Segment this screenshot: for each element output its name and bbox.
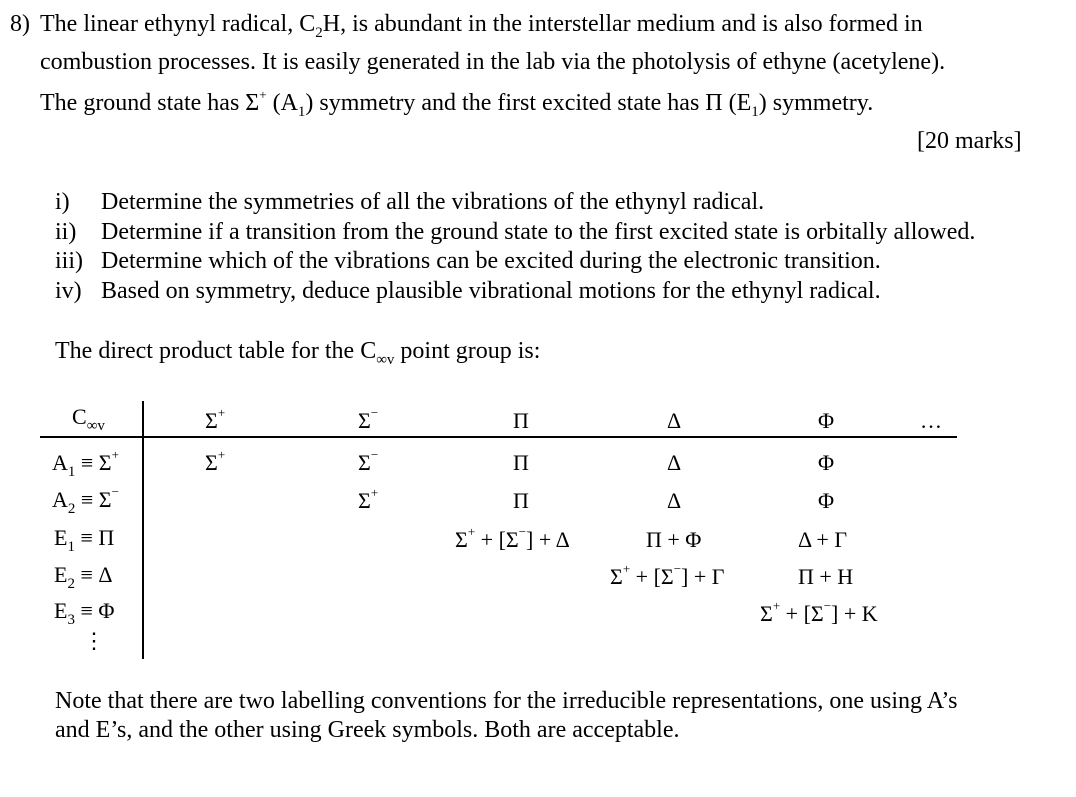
q3-c: ) symmetry and the first excited state has Π (E — [305, 90, 752, 116]
product-cell: Δ — [667, 450, 682, 475]
note-line-1: Note that there are two labelling conventions for the irreducible representations, one using A’s — [55, 688, 958, 714]
corner-c: C — [72, 404, 87, 429]
product-cell — [358, 485, 379, 514]
subscript: 2 — [315, 25, 323, 41]
product-cell: Π + H — [798, 564, 854, 589]
superscript: + — [772, 598, 781, 613]
header-ellipsis: … — [920, 408, 942, 433]
superscript: + — [217, 405, 226, 420]
row-label-eq: ≡ Δ — [74, 562, 113, 587]
superscript: − — [823, 598, 832, 613]
sum-mid: + [Σ — [475, 527, 519, 552]
product-cell: Π + Φ — [646, 527, 702, 552]
cell-sigma: Σ — [358, 488, 371, 513]
subscript: ∞v — [376, 352, 395, 368]
row-label — [54, 525, 115, 555]
superscript: − — [370, 447, 379, 462]
table-header-divider — [40, 436, 957, 438]
part-number: ii) — [55, 219, 77, 245]
question-number: 8) — [10, 11, 30, 37]
row-ellipsis: ⋮ — [83, 628, 105, 653]
sum-end: ] + — [831, 601, 862, 626]
table-row-divider — [142, 401, 144, 659]
product-cell: Φ — [818, 450, 835, 475]
product-cell — [205, 447, 226, 476]
product-cell: Δ — [667, 488, 682, 513]
sum-sigma: Σ — [455, 527, 468, 552]
part-number: i) — [55, 189, 70, 215]
header-cell: Π — [513, 408, 529, 433]
row-label-letter: E — [54, 562, 68, 587]
row-label-eq: ≡ Π — [74, 525, 115, 550]
part-text: Based on symmetry, deduce plausible vibrational motions for the ethynyl radical. — [101, 278, 881, 304]
note-line-2: and E’s, and the other using Greek symbols. Both are acceptable. — [55, 717, 680, 743]
cell-sigma: Σ — [358, 450, 371, 475]
part-text: Determine which of the vibrations can be excited during the electronic transition. — [101, 248, 881, 274]
question-line-2: combustion processes. It is easily generated in the lab via the photolysis of ethyne (acetylene). — [40, 49, 946, 75]
table-corner — [72, 404, 105, 434]
table-intro — [55, 338, 541, 368]
sum-sigma: Σ — [610, 564, 623, 589]
header-sigma: Σ — [205, 408, 218, 433]
subscript: 1 — [751, 104, 759, 120]
product-cell — [455, 524, 570, 553]
intro-pre: The direct product table for the C — [55, 338, 377, 364]
sum-sigma: Σ — [760, 601, 773, 626]
subscript: 1 — [297, 104, 306, 120]
row-label-eq: ≡ Σ — [75, 487, 112, 512]
row-label — [52, 484, 119, 517]
product-cell — [760, 598, 878, 627]
row-label-eq: ≡ Φ — [74, 598, 115, 623]
intro-post: point group is: — [394, 338, 541, 364]
header-cell: Δ — [667, 408, 682, 433]
row-label-letter: E — [54, 525, 68, 550]
product-cell: Π — [513, 488, 529, 513]
row-label — [54, 598, 115, 628]
row-label-eq: ≡ Σ — [75, 450, 112, 475]
product-cell: Φ — [818, 488, 835, 513]
part-number: iii) — [55, 248, 83, 274]
part-text: Determine the symmetries of all the vibrations of the ethynyl radical. — [101, 189, 765, 215]
q3-d: ) symmetry. — [758, 90, 874, 116]
sum-tail: Γ — [711, 564, 725, 589]
product-cell — [610, 561, 725, 590]
question-line-3 — [40, 85, 873, 124]
superscript: − — [111, 484, 119, 499]
part-number: iv) — [55, 278, 82, 304]
header-cell: Φ — [818, 408, 835, 433]
row-label-letter: A — [52, 450, 68, 475]
row-label — [54, 562, 113, 592]
superscript: − — [518, 524, 527, 539]
product-cell — [358, 447, 379, 476]
question-line-1-pre: The linear ethynyl radical, C — [40, 11, 316, 37]
subscript: 2 — [67, 576, 75, 592]
row-label-letter: A — [52, 487, 68, 512]
sum-tail: Δ — [555, 527, 570, 552]
sum-end: ] + — [681, 564, 712, 589]
superscript: + — [111, 447, 119, 462]
q3-a: The ground state has Σ — [40, 90, 260, 116]
superscript: − — [370, 405, 379, 420]
marks-label: [20 marks] — [917, 128, 1022, 154]
sum-mid: + [Σ — [630, 564, 674, 589]
header-cell — [358, 405, 379, 434]
subscript: 2 — [67, 501, 76, 517]
superscript: + — [259, 87, 267, 102]
part-text: Determine if a transition from the ground state to the first excited state is orbitally allowed. — [101, 219, 976, 245]
row-label — [52, 447, 119, 480]
superscript: + — [467, 524, 476, 539]
superscript: + — [622, 561, 631, 576]
row-label-letter: E — [54, 598, 68, 623]
header-cell — [205, 405, 226, 434]
product-cell: Δ + Γ — [798, 527, 848, 552]
subscript: 1 — [67, 539, 75, 555]
q3-b: (A — [266, 90, 298, 116]
superscript: − — [673, 561, 682, 576]
cell-sigma: Σ — [205, 450, 218, 475]
sum-tail: K — [861, 601, 878, 626]
sum-end: ] + — [526, 527, 556, 552]
superscript: + — [370, 485, 379, 500]
product-cell: Π — [513, 450, 529, 475]
sum-mid: + [Σ — [780, 601, 824, 626]
header-sigma: Σ — [358, 408, 371, 433]
question-line-1 — [40, 6, 923, 45]
subscript: ∞v — [86, 418, 105, 434]
superscript: + — [217, 447, 226, 462]
subscript: 3 — [67, 612, 75, 628]
subscript: 1 — [67, 464, 76, 480]
question-line-1-post: H, is abundant in the interstellar medium and is also formed in — [322, 11, 923, 37]
